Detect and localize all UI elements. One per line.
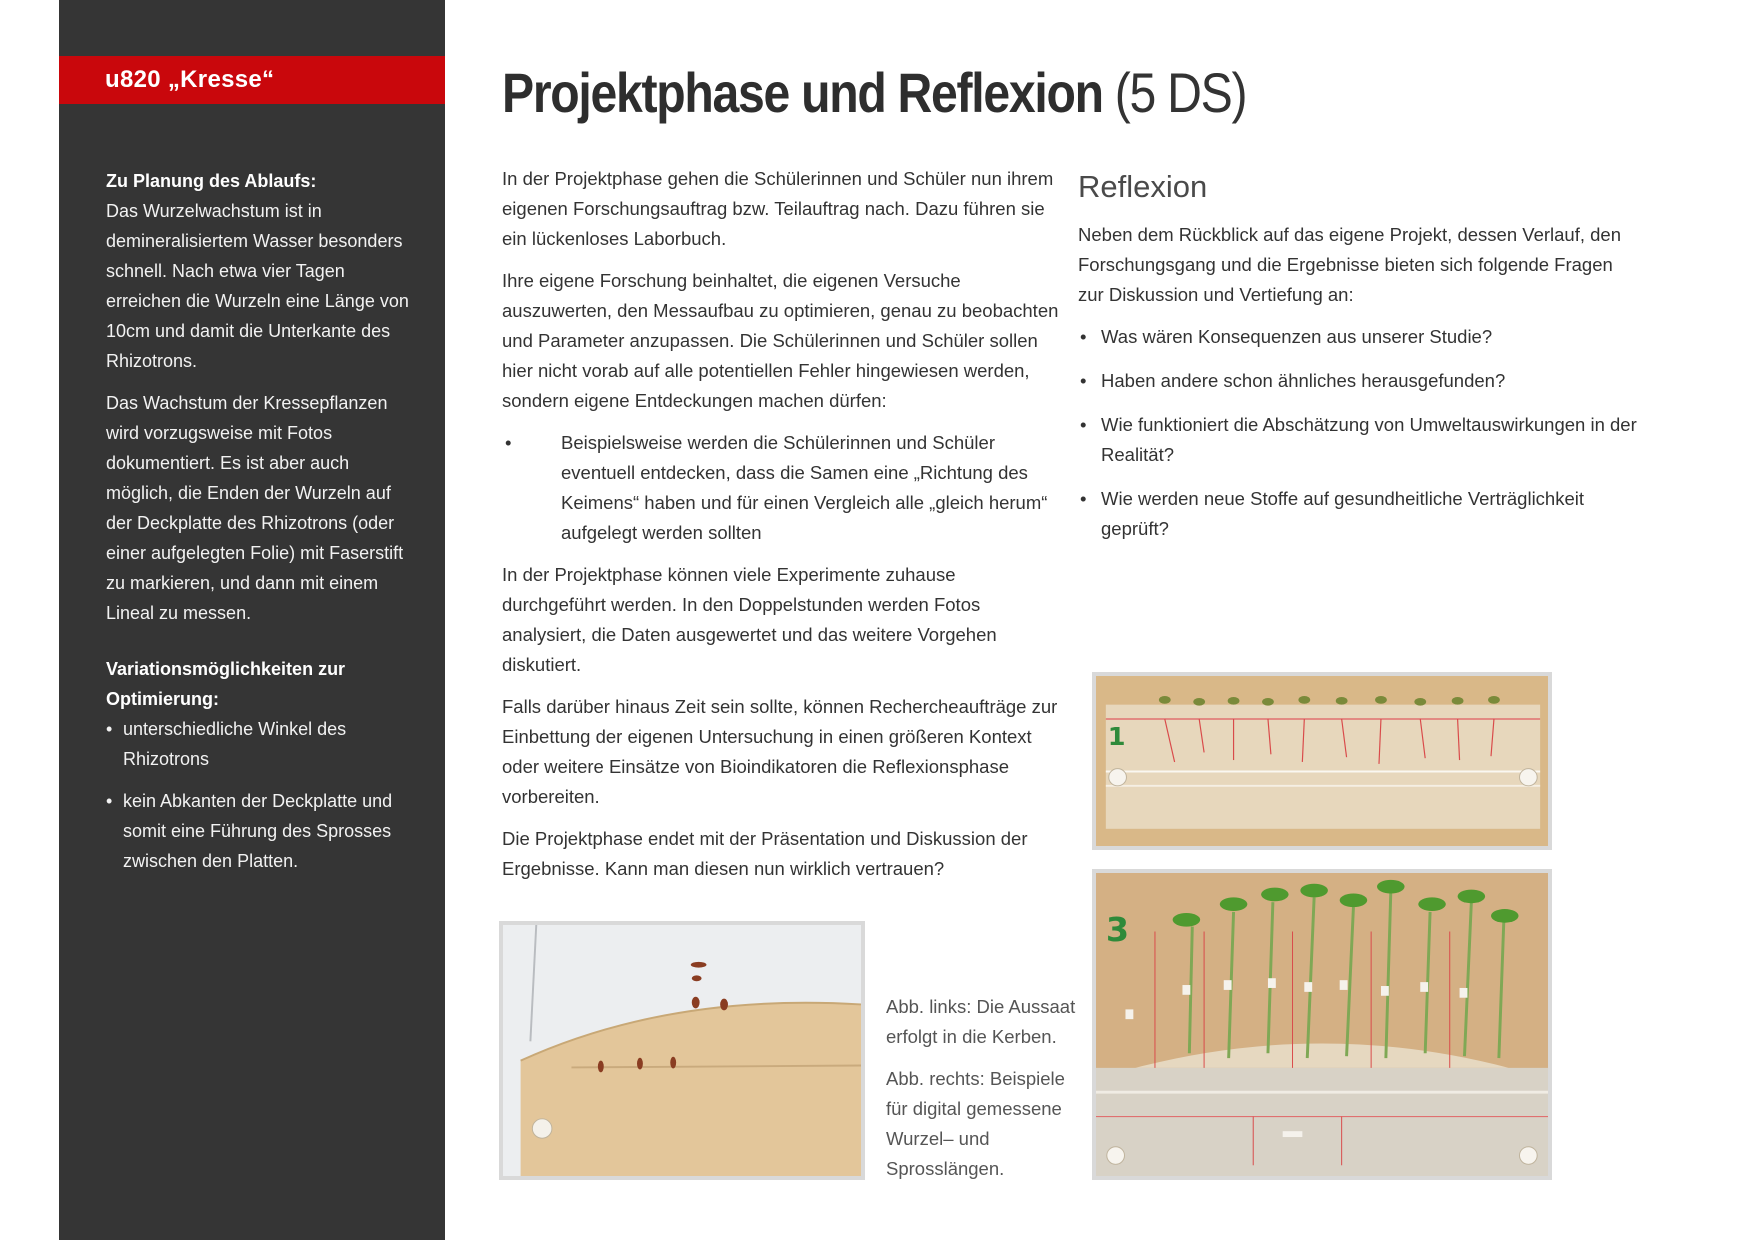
figure-caption — [886, 992, 1076, 1196]
page-title-sub: (5 DS) — [1114, 61, 1247, 124]
main-column — [502, 164, 1062, 896]
question-text: Wie werden neue Stoffe auf gesundheitliche Verträglichkeit geprüft? — [1101, 488, 1585, 539]
main-list — [502, 428, 1062, 548]
list-item — [1078, 366, 1638, 396]
main-bullet-text: Beispielsweise werden die Schülerinnen und Schüler eventuell entdecken, dass die Samen eine „Richtung des Keimens“ haben und für einen Vergleich alle „gleich herum“ aufgelegt werden sollten — [561, 432, 1048, 543]
planning-heading: Zu Planung des Ablaufs: — [106, 171, 317, 191]
planning-paragraph-1: Das Wurzelwachstum ist in demineralisiertem Wasser besonders schnell. Nach etwa vier Tagen erreichen die Wurzeln eine Länge von 10cm und damit die Unterkante des Rhizotrons. — [106, 201, 409, 371]
sidebar — [59, 0, 445, 1240]
bullet-icon: • — [1080, 414, 1087, 435]
caption-right: Abb. rechts: Beispiele für digital gemessene Wurzel– und Sprosslängen. — [886, 1068, 1065, 1179]
main-paragraph-4: Falls darüber hinaus Zeit sein sollte, können Rechercheaufträge zur Einbettung der eigenen Untersuchung in einen größeren Kontext oder weitere Einsätze von Bioindikatoren die Reflexionsphase vorbereiten. — [502, 696, 1058, 807]
bullet-icon: • — [1080, 326, 1087, 347]
list-item — [1078, 322, 1638, 352]
bullet-icon: • — [106, 791, 113, 811]
reflexion-column — [1078, 164, 1638, 558]
rhizotron-label-1: 1 — [1107, 722, 1126, 751]
reflexion-questions — [1078, 322, 1638, 544]
list-item — [502, 428, 1062, 548]
question-text: Haben andere schon ähnliches herausgefunden? — [1101, 370, 1506, 391]
list-item — [106, 786, 416, 876]
main-paragraph-2: Ihre eigene Forschung beinhaltet, die eigenen Versuche auszuwerten, den Messaufbau zu optimieren, genau zu beobachten und Parameter anzupassen. Die Schülerinnen und Schüler sollen hier nicht vorab auf alle potentiellen Fehler hingewiesen werden, sondern eigene Entdeckungen machen dürfen: — [502, 270, 1059, 411]
list-item — [1078, 484, 1638, 544]
sidebar-banner: u820 „Kresse“ — [59, 56, 445, 104]
question-text: Wie funktioniert die Abschätzung von Umweltauswirkungen in der Realität? — [1101, 414, 1637, 465]
page-title-main: Projektphase und Reflexion — [502, 61, 1103, 124]
variation-text: kein Abkanten der Deckplatte und somit eine Führung des Sprosses zwischen den Platten. — [123, 791, 393, 871]
caption-left: Abb. links: Die Aussaat erfolgt in die Kerben. — [886, 996, 1076, 1047]
rhizotron-photo-1 — [1092, 672, 1552, 850]
rhizotron-label-3: 3 — [1105, 910, 1130, 950]
planning-paragraph-2: Das Wachstum der Kressepflanzen wird vorzugsweise mit Fotos dokumentiert. Es ist aber auch möglich, die Enden der Wurzeln auf der Deckplatte des Rhizotrons (oder einer aufgelegten Folie) mit Faserstift zu markieren, und dann mit einem Lineal zu messen. — [106, 393, 404, 623]
variation-text: unterschiedliche Winkel des Rhizotrons — [123, 719, 347, 769]
seeds-photo — [499, 921, 865, 1180]
bullet-icon: • — [505, 432, 512, 453]
list-item — [1078, 410, 1638, 470]
main-paragraph-5: Die Projektphase endet mit der Präsentation und Diskussion der Ergebnisse. Kann man diesen nun wirklich vertrauen? — [502, 828, 1028, 879]
page-title — [502, 60, 1246, 125]
list-item — [106, 714, 416, 774]
question-text: Was wären Konsequenzen aus unserer Studie? — [1101, 326, 1493, 347]
main-paragraph-3: In der Projektphase können viele Experimente zuhause durchgeführt werden. In den Doppelstunden werden Fotos analysiert, die Daten ausgewertet und das weitere Vorgehen diskutiert. — [502, 564, 997, 675]
main-paragraph-1: In der Projektphase gehen die Schülerinnen und Schüler nun ihrem eigenen Forschungsauftrag bzw. Teilauftrag nach. Dazu führen sie ein lückenloses Laborbuch. — [502, 168, 1054, 249]
reflexion-heading: Reflexion — [1078, 169, 1208, 204]
rhizotron-photo-2 — [1092, 869, 1552, 1180]
planning-section — [106, 166, 416, 640]
bullet-icon: • — [1080, 488, 1087, 509]
variations-section — [106, 654, 416, 888]
variations-list — [106, 714, 416, 876]
variations-heading: Variationsmöglichkeiten zur Optimierung: — [106, 659, 346, 709]
bullet-icon: • — [1080, 370, 1087, 391]
bullet-icon: • — [106, 719, 113, 739]
reflexion-intro: Neben dem Rückblick auf das eigene Projekt, dessen Verlauf, den Forschungsgang und die Ergebnisse bieten sich folgende Fragen zur Diskussion und Vertiefung an: — [1078, 224, 1621, 305]
